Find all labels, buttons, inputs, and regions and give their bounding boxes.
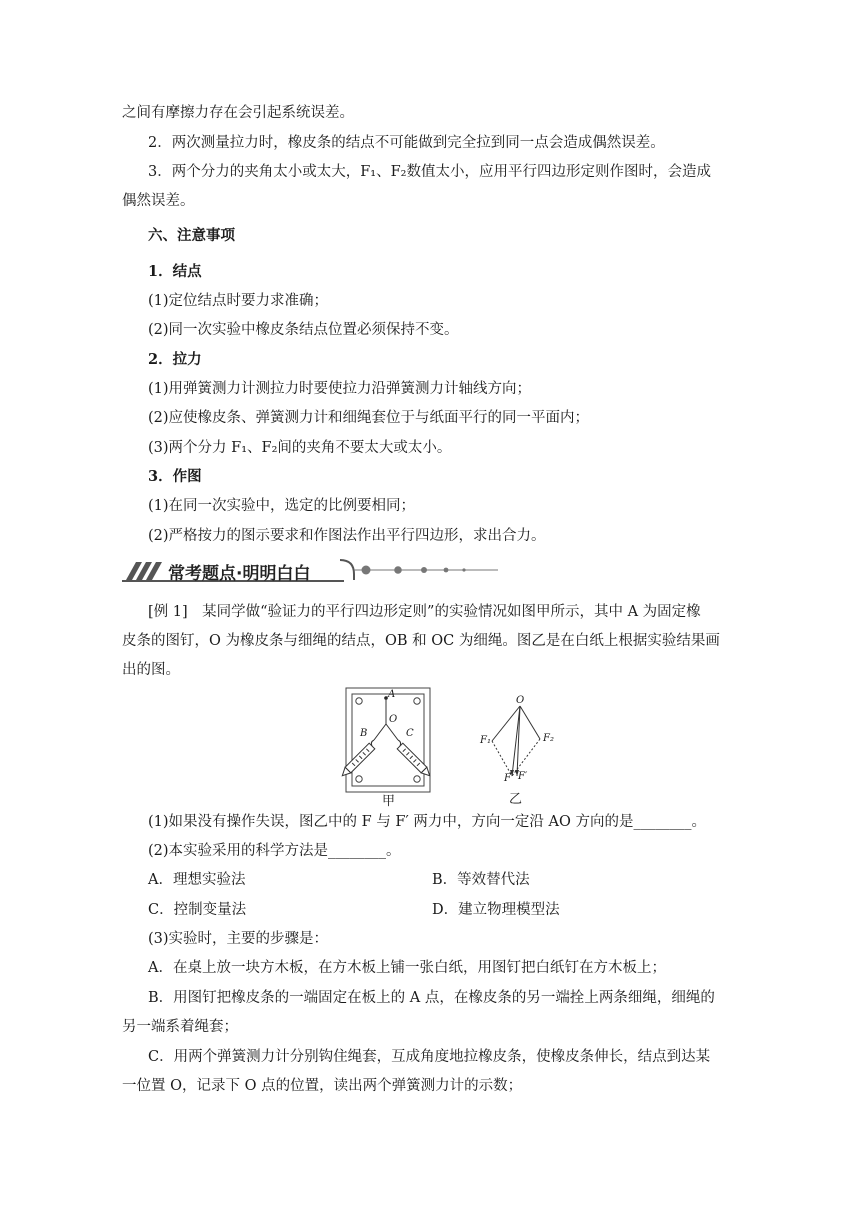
step-line: B．用图钉把橡皮条的一端固定在板上的 A 点，在橡皮条的另一端拴上两条细绳，细绳的 [148,990,715,1006]
example-line: [例 1] 某同学做“验证力的平行四边形定则”的实验情况如图甲所示，其中 A 为固定橡 [148,604,701,620]
label-a: A [388,689,396,700]
option-c: C．控制变量法 [148,902,247,918]
paragraph-line: 之间有摩擦力存在会引起系统误差。 [122,105,354,121]
step-line: 一位置 O，记录下 O 点的位置，读出两个弹簧测力计的示数； [122,1078,523,1094]
list-item: (1)定位结点时要力求准确； [148,293,329,309]
section-banner [122,556,502,586]
example-line: 出的图。 [122,662,180,678]
question-line: (3)实验时，主要的步骤是： [148,931,329,947]
label-f1: F₁ [480,735,491,746]
banner-title: 常考题点·明明白白 [168,564,311,584]
question-line: (2)本实验采用的科学方法是________。 [148,843,401,859]
paragraph-line: 2．两次测量拉力时，橡皮条的结点不可能做到完全拉到同一点会造成偶然误差。 [148,135,665,151]
label-o: O [389,714,398,725]
label-f2: F₂ [543,733,554,744]
label-f-prime: F′ [518,771,528,782]
list-item: (1)在同一次实验中，选定的比例要相同； [148,498,416,514]
label-c: C [406,728,414,739]
figure-yi-diagram [330,684,570,804]
paragraph-line: 3．两个分力的夹角太小或太大，F₁、F₂数值太小，应用平行四边形定则作图时，会造成 [148,164,711,180]
experiment-figure [330,684,570,809]
question-line: (1)如果没有操作失误，图乙中的 F 与 F′ 两力中，方向一定沿 AO 方向的是________。 [148,814,706,830]
section-heading: 六、注意事项 [148,227,235,244]
list-item: (2)应使橡皮条、弹簧测力计和细绳套位于与纸面平行的同一平面内； [148,410,590,426]
list-item: (1)用弹簧测力计测拉力时要使拉力沿弹簧测力计轴线方向； [148,381,532,397]
option-b: B．等效替代法 [432,872,530,888]
step-line: A．在桌上放一块方木板，在方木板上铺一张白纸，用图钉把白纸钉在方木板上； [148,960,666,976]
label-o-yi: O [516,695,525,706]
example-line: 皮条的图钉，O 为橡皮条与细绳的结点，OB 和 OC 为细绳。图乙是在白纸上根据实验结果画 [122,633,720,649]
label-b: B [360,728,368,739]
subsection-heading: 2．拉力 [148,351,202,368]
list-item: (2)同一次实验中橡皮条结点位置必须保持不变。 [148,322,459,338]
caption-jia: 甲 [382,794,396,809]
label-f: F [504,773,511,784]
step-line: C．用两个弹簧测力计分别钩住绳套，互成角度地拉橡皮条，使橡皮条伸长，结点到达某 [148,1049,711,1065]
paragraph-line: 偶然误差。 [122,193,195,209]
list-item: (3)两个分力 F₁、F₂间的夹角不要太大或太小。 [148,440,452,456]
caption-yi: 乙 [509,792,523,807]
list-item: (2)严格按力的图示要求和作图法作出平行四边形，求出合力。 [148,528,546,544]
option-d: D．建立物理模型法 [432,902,560,918]
subsection-heading: 3．作图 [148,468,202,485]
step-line: 另一端系着绳套； [122,1019,238,1035]
subsection-heading: 1．结点 [148,263,202,280]
option-a: A．理想实验法 [148,872,246,888]
